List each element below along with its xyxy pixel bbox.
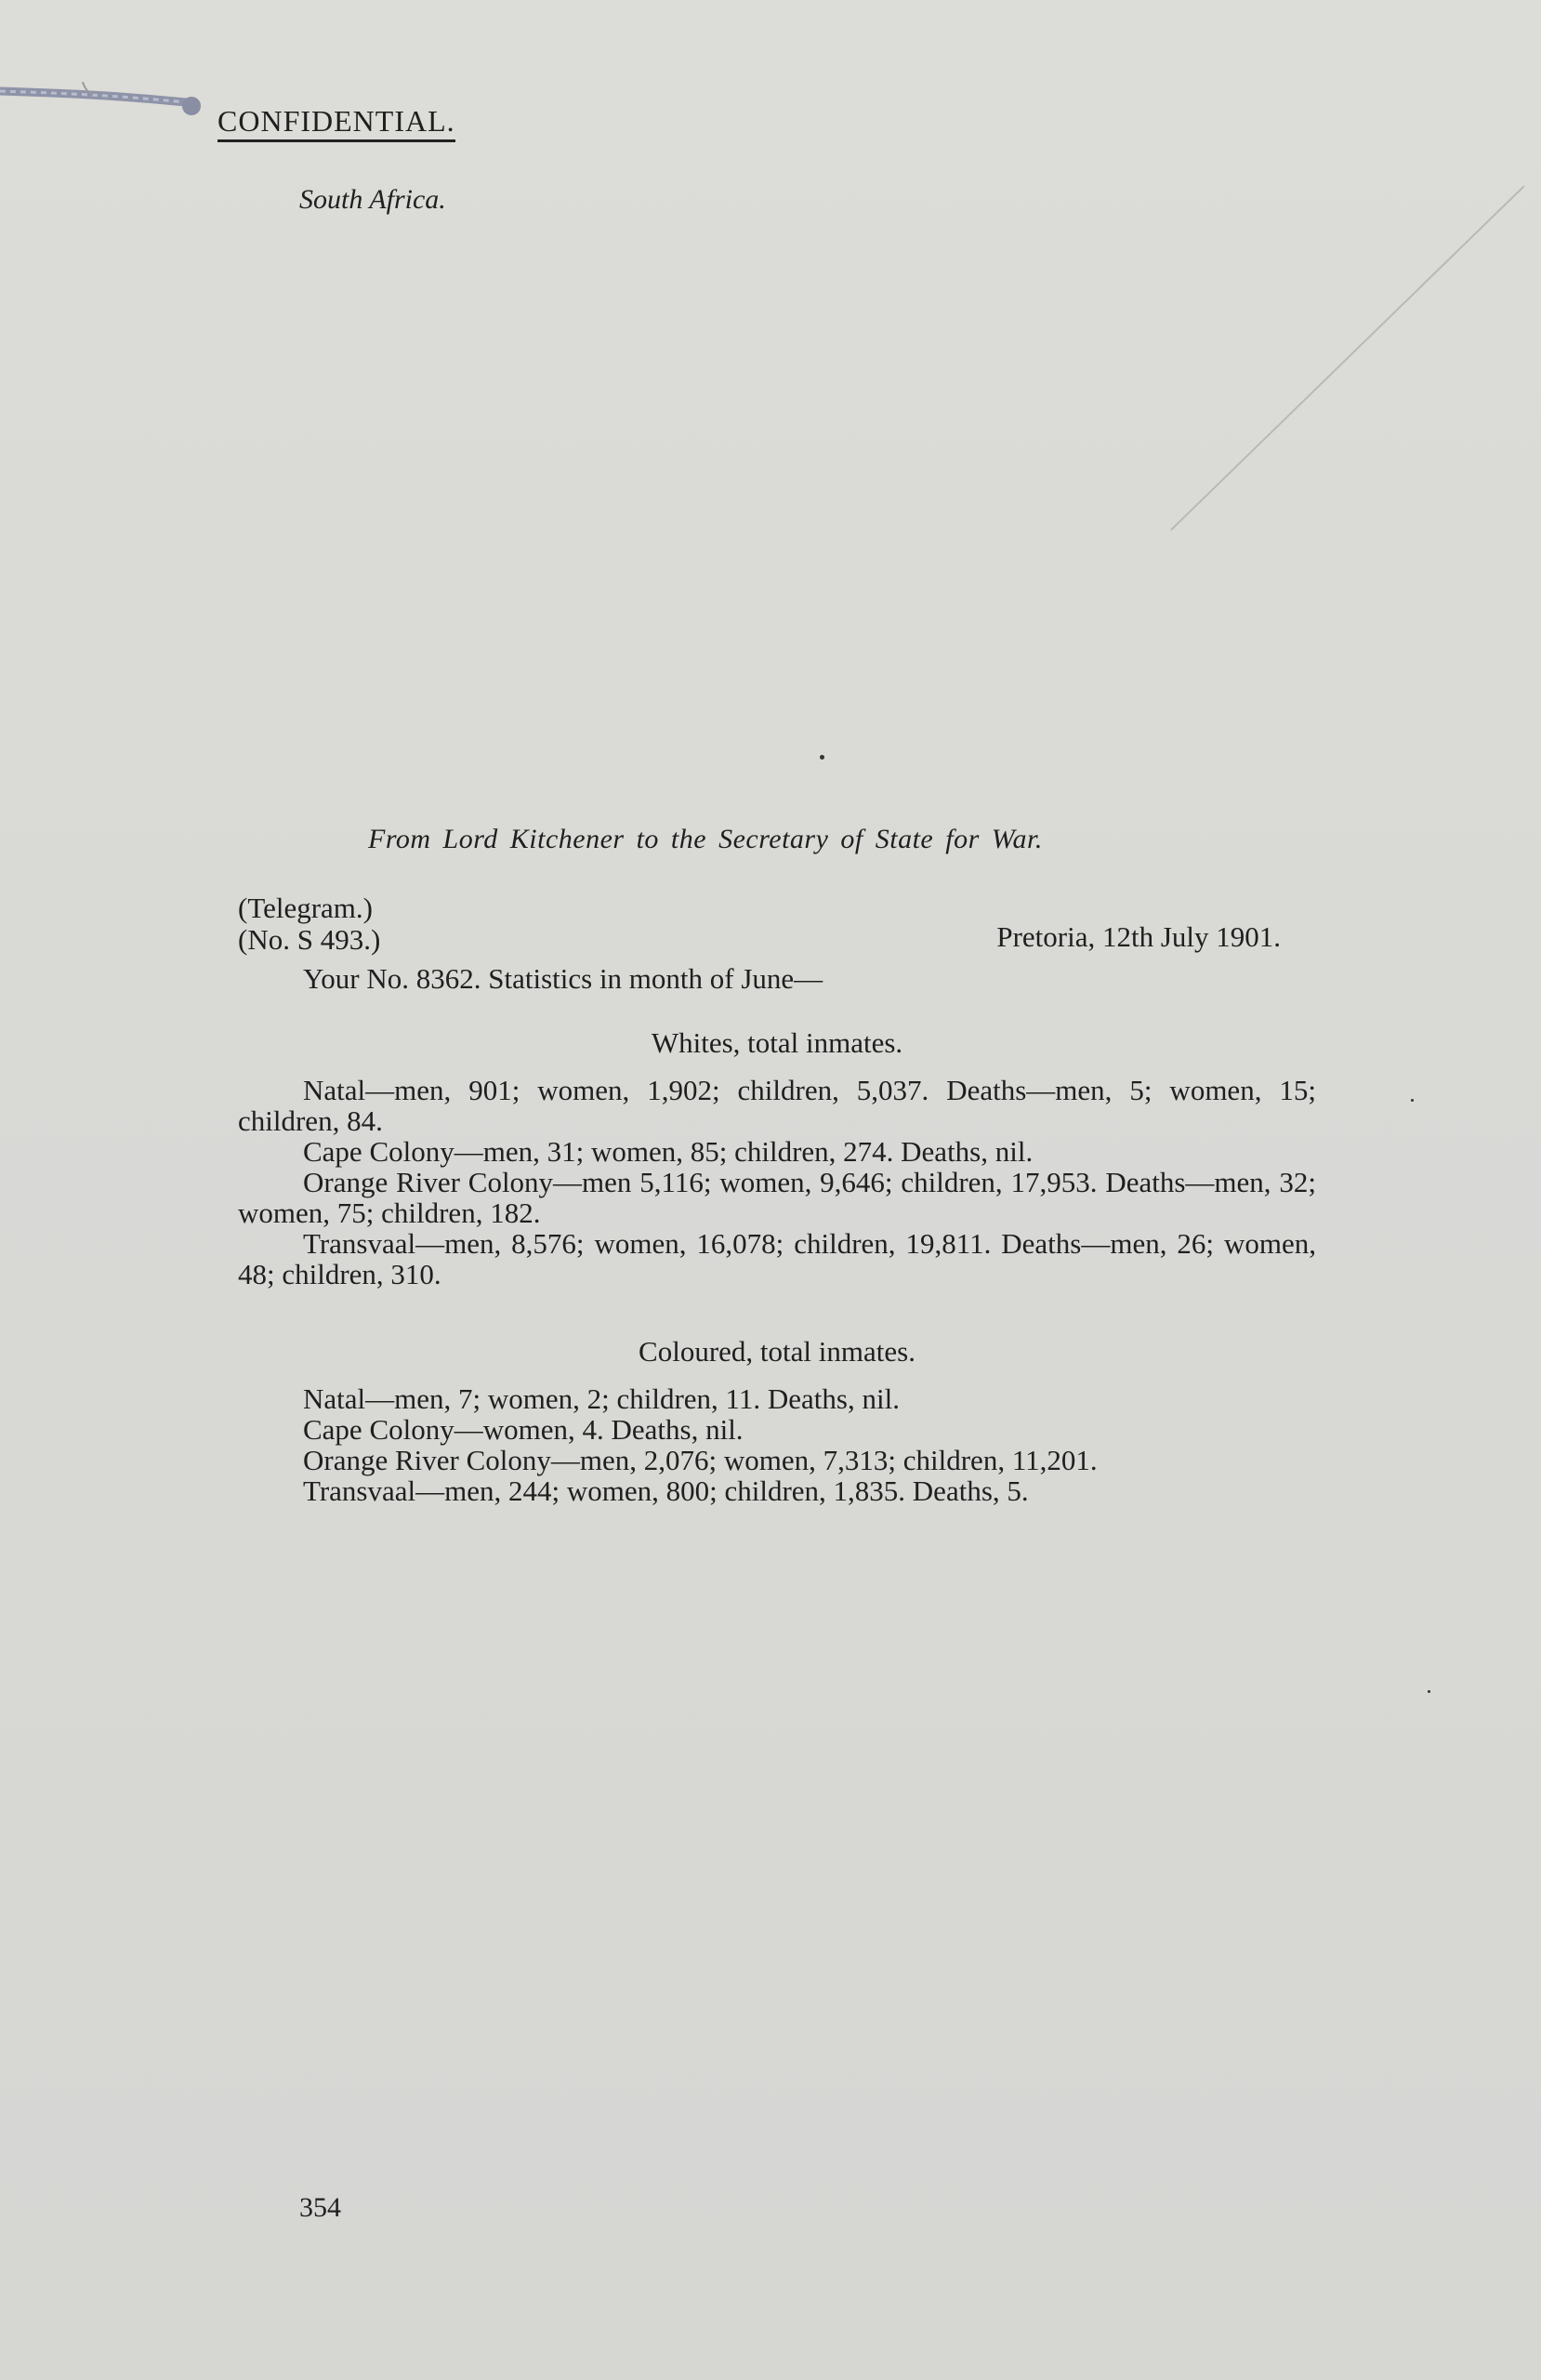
coloured-entry-cape: Cape Colony—women, 4. Deaths, nil. (303, 1413, 744, 1446)
ink-speck (820, 755, 824, 760)
whites-entry-cape: Cape Colony—men, 31; women, 85; children, 274. Deaths, nil. (303, 1135, 1034, 1168)
ink-speck (1428, 1690, 1430, 1693)
dispatch-type: (Telegram.) (238, 892, 373, 924)
classification-label: CONFIDENTIAL. (217, 104, 455, 142)
coloured-heading: Coloured, total inmates. (639, 1335, 915, 1368)
paper-crease (1152, 186, 1541, 539)
dispatch-from-line: From Lord Kitchener to the Secretary of State for War. (368, 824, 1043, 854)
whites-entry-transvaal: Transvaal—men, 8,576; women, 16,078; children, 19,811. Deaths—men, 26; women, 48; children, 310. (238, 1227, 1316, 1290)
page-number: 354 (299, 2192, 341, 2223)
whites-heading: Whites, total inmates. (651, 1026, 903, 1059)
dispatch-intro (238, 963, 1316, 994)
coloured-section (238, 1383, 1316, 1506)
coloured-entry-natal: Natal—men, 7; women, 2; children, 11. Deaths, nil. (303, 1382, 900, 1415)
dispatch-place-date: Pretoria, 12th July 1901. (996, 920, 1281, 953)
whites-entry-orange-river: Orange River Colony—men 5,116; women, 9,646; children, 17,953. Deaths—men, 32; women, 75; children, 182. (238, 1166, 1316, 1229)
dispatch-number: (No. S 493.) (238, 923, 381, 956)
whites-entry-natal: Natal—men, 901; women, 1,902; children, 5,037. Deaths—men, 5; women, 15; children, 84. (238, 1074, 1316, 1137)
region-label: South Africa. (299, 184, 446, 215)
coloured-entry-orange-river: Orange River Colony—men, 2,076; women, 7,313; children, 11,201. (303, 1444, 1098, 1476)
ink-speck (1411, 1099, 1414, 1102)
intro-paragraph: Your No. 8362. Statistics in month of June— (303, 962, 823, 995)
coloured-entry-transvaal: Transvaal—men, 244; women, 800; children, 1,835. Deaths, 5. (303, 1474, 1029, 1507)
whites-section (238, 1075, 1316, 1289)
binding-string-icon (0, 82, 223, 119)
